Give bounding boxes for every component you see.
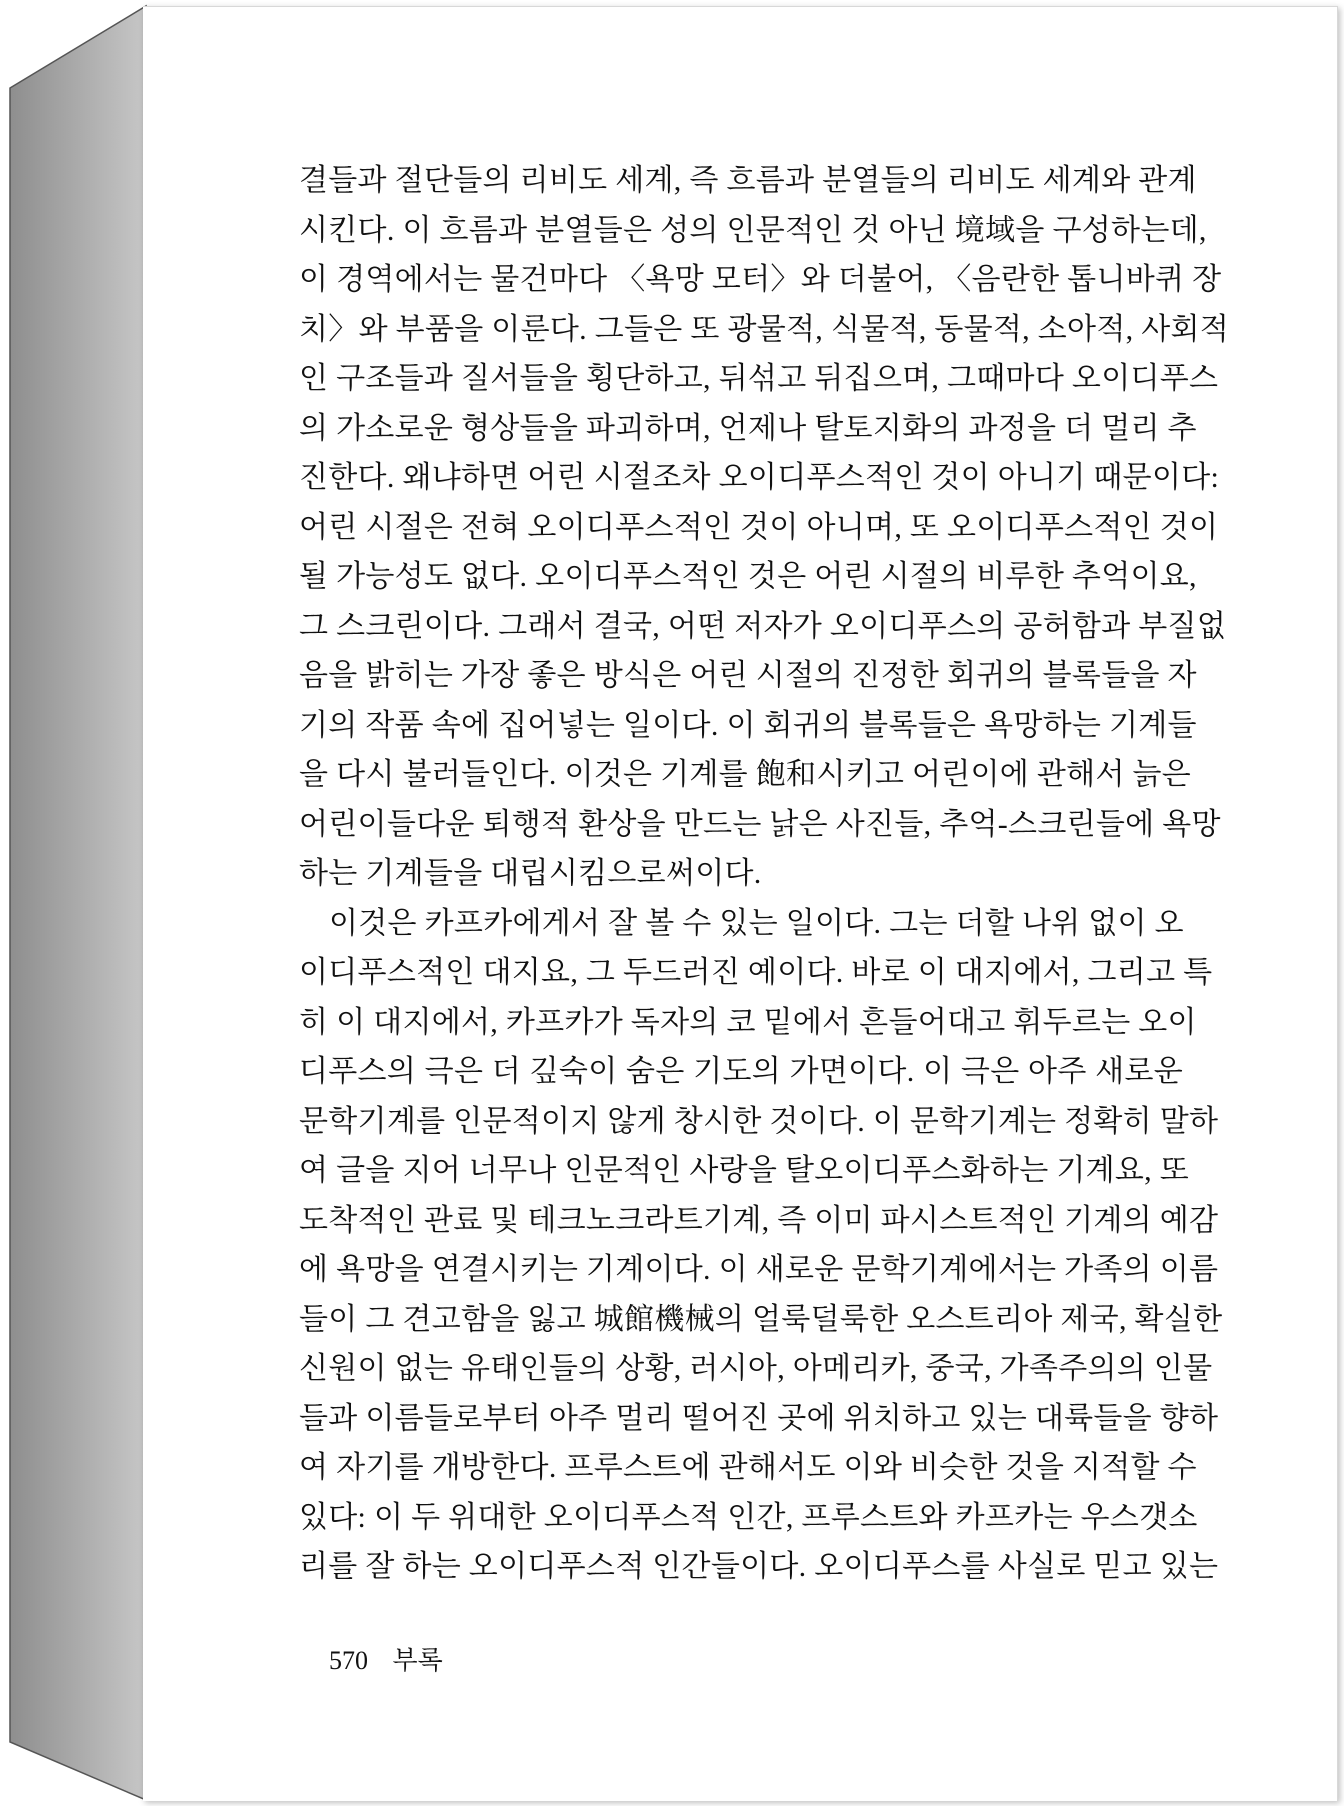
text-line: 의 가소로운 형상들을 파괴하며, 언제나 탈토지화의 과정을 더 멀리 추 <box>299 411 1197 445</box>
text-line: 어린이들다운 퇴행적 환상을 만드는 낡은 사진들, 추억-스크린들에 욕망 <box>299 807 1221 841</box>
text-line: 어린 시절은 전혀 오이디푸스적인 것이 아니며, 또 오이디푸스적인 것이 <box>299 510 1219 544</box>
text-line: 여 글을 지어 너무나 인문적인 사랑을 탈오이디푸스화하는 기계요, 또 <box>299 1154 1190 1187</box>
text-line: 음을 밝히는 가장 좋은 방식은 어린 시절의 진정한 회귀의 블록들을 자 <box>299 659 1197 692</box>
text-line: 들과 이름들로부터 아주 멀리 떨어진 곳에 위치하고 있는 대륙들을 향하 <box>299 1401 1219 1435</box>
text-line: 시킨다. 이 흐름과 분열들은 성의 인문적인 것 아닌 境域을 구성하는데, <box>299 213 1207 247</box>
section-title: 부록 <box>392 1646 443 1675</box>
text-line: 치〉와 부품을 이룬다. 그들은 또 광물적, 식물적, 동물적, 소아적, 사회적 <box>299 312 1230 346</box>
text-line: 이 경역에서는 물건마다 〈욕망 모터〉와 더불어, 〈음란한 톱니바퀴 장 <box>299 263 1222 296</box>
book-edge-shading <box>0 0 150 1806</box>
paragraph <box>299 156 1230 899</box>
text-line: 될 가능성도 없다. 오이디푸스적인 것은 어린 시절의 비루한 추억이요, <box>299 560 1197 593</box>
text-line: 문학기계를 인문적이지 않게 창시한 것이다. 이 문학기계는 정확히 말하 <box>299 1104 1219 1138</box>
paragraph <box>299 899 1223 1592</box>
text-line: 신원이 없는 유태인들의 상황, 러시아, 아메리카, 중국, 가족주의의 인물 <box>299 1352 1213 1385</box>
text-line: 하는 기계들을 대립시킴으로써이다. <box>299 857 762 890</box>
text-line: 리를 잘 하는 오이디푸스적 인간들이다. 오이디푸스를 사실로 믿고 있는 <box>299 1550 1219 1583</box>
text-line: 진한다. 왜냐하면 어린 시절조차 오이디푸스적인 것이 아니기 때문이다: <box>299 461 1220 494</box>
page-body-text <box>299 156 1230 1592</box>
text-line: 이디푸스적인 대지요, 그 두드러진 예이다. 바로 이 대지에서, 그리고 특 <box>299 956 1213 989</box>
text-line: 도착적인 관료 및 테크노크라트기계, 즉 이미 파시스트적인 기계의 예감 <box>299 1203 1219 1237</box>
page-footer <box>329 1640 443 1677</box>
text-line: 기의 작품 속에 집어넣는 일이다. 이 회귀의 블록들은 욕망하는 기계들 <box>299 708 1197 742</box>
text-line: 을 다시 불러들인다. 이것은 기계를 飽和시키고 어린이에 관해서 늙은 <box>299 758 1192 791</box>
text-line: 있다: 이 두 위대한 오이디푸스적 인간, 프루스트와 카프카는 우스갯소 <box>299 1500 1198 1534</box>
text-line: 이것은 카프카에게서 잘 볼 수 있는 일이다. 그는 더할 나위 없이 오 <box>329 906 1184 940</box>
text-line: 결들과 절단들의 리비도 세계, 즉 흐름과 분열들의 리비도 세계와 관계 <box>299 164 1197 197</box>
text-line: 에 욕망을 연결시키는 기계이다. 이 새로운 문학기계에서는 가족의 이름 <box>299 1253 1219 1286</box>
text-line: 여 자기를 개방한다. 프루스트에 관해서도 이와 비슷한 것을 지적할 수 <box>299 1451 1197 1484</box>
text-line: 들이 그 견고함을 잃고 城館機械의 얼룩덜룩한 오스트리아 제국, 확실한 <box>299 1302 1223 1336</box>
text-line: 인 구조들과 질서들을 횡단하고, 뒤섞고 뒤집으며, 그때마다 오이디푸스 <box>299 362 1219 395</box>
text-line: 그 스크린이다. 그래서 결국, 어떤 저자가 오이디푸스의 공허함과 부질없 <box>299 609 1227 643</box>
page-number: 570 <box>329 1646 368 1675</box>
text-line: 디푸스의 극은 더 깊숙이 숨은 기도의 가면이다. 이 극은 아주 새로운 <box>299 1055 1183 1088</box>
text-line: 히 이 대지에서, 카프카가 독자의 코 밑에서 흔들어대고 휘두르는 오이 <box>299 1005 1197 1039</box>
